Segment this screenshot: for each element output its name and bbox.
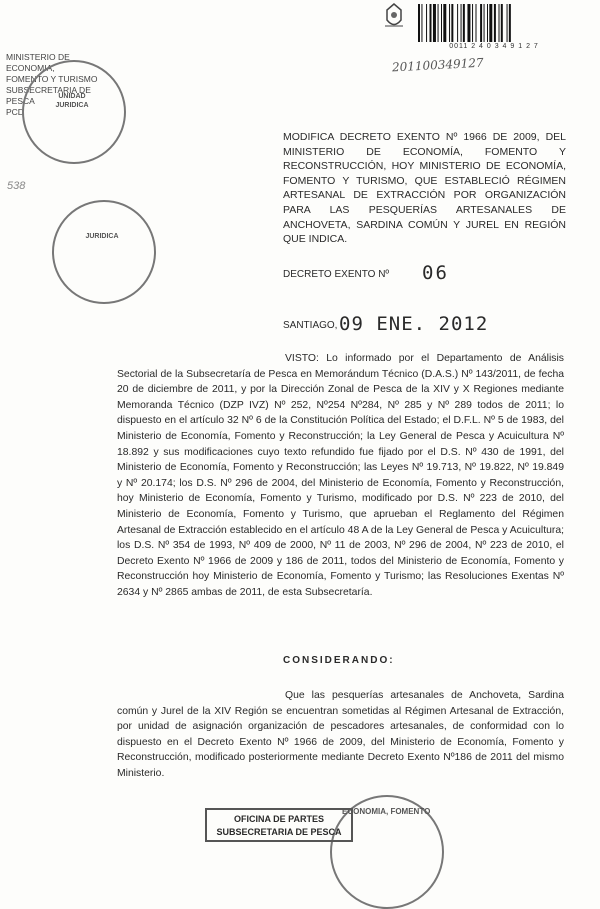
visto-paragraph: VISTO: Lo informado por el Departamento de Análisis Sectorial de la Subsecretaría de Pesca en Memorándum Técnico (D.A.S.) Nº 143/2011, de fecha 20 de diciembre de 2011, y por la Dirección Zonal de Pesca de la XIV y X Regiones mediante Memoranda Técnico (DZP IVZ) Nº 252, Nº254 Nº284, Nº 285 y Nº 289 todos de 2011; lo dispuesto en el artículo 32 Nº 6 de la Constitución Política del Estado; el D.F.L. Nº 5 de 1983, del Ministerio de Economía, Fomento y Reconstrucción; la Ley General de Pesca y Acuicultura Nº 18.892 y sus modificaciones cuyo texto refundido fue fijado por el D.S. Nº 430 de 1991, del Ministerio de Economía, Fomento y Reconstrucción; las Leyes Nº 19.713, Nº 19.822, Nº 19.849 y Nº 20.174; los D.S. Nº 296 de 2004, del Ministerio de Economía, Fomento y Reconstrucción, hoy Ministerio de Economía, Fomento y Turismo, modificado por D.S. Nº 223 de 2010, del Ministerio de Economía, Fomento y Turismo, que aprueban el Reglamento del Régimen Artesanal de Extracción establecido en el artículo 48 A de la Ley General de Pesca y Acuicultura; los D.S. Nº 354 de 1993, Nº 409 de 2000, Nº 11 de 2003, Nº 296 de 2004, Nº 223 de 2010, el Decreto Exento Nº 1966 de 2009 y 186 de 2011, todos del Ministerio de Economía, Fomento y Reconstrucción hoy Ministerio de Economía, Fomento y Turismo; las Resoluciones Exentas Nº 2634 y Nº 2865 ambas de 2011, de esta Subsecretaría.	[117, 353, 564, 598]
stamp-text: ECONOMIA, FOMENTO	[342, 807, 431, 816]
barcode-bar	[438, 4, 439, 42]
barcode-bar	[480, 4, 482, 42]
barcode-bar	[499, 4, 500, 42]
barcode-bar	[484, 4, 485, 42]
ministry-line: FOMENTO Y TURISMO	[6, 74, 98, 84]
barcode-bar	[449, 4, 450, 42]
barcode	[418, 4, 570, 42]
barcode-bar	[433, 4, 436, 42]
barcode-bar	[441, 4, 442, 42]
ministry-line: PCD	[6, 107, 24, 117]
considerando-paragraph: Que las pesquerías artesanales de Anchoveta, Sardina común y Jurel de la XIV Región se encuentran sometidas al Régimen Artesanal de Extracción, por unidad de asignación organización de pescadores artesanales, de conformidad con lo dispuesto en el Decreto Exento Nº 1966 de 2009, del Ministerio de Economía, Fomento y Reconstrucción, modificado posteriormente mediante Decreto Exento Nº186 de 2011 del mismo Ministerio.	[117, 690, 564, 779]
barcode-bar	[489, 4, 492, 42]
barcode-bar	[457, 4, 458, 42]
barcode-bar	[507, 4, 508, 42]
barcode-bar	[461, 4, 462, 42]
stamp-text: UNIDAD JURIDICA	[55, 93, 89, 109]
office-of-parts-stamp	[205, 808, 353, 842]
decree-title: MODIFICA DECRETO EXENTO Nº 1966 DE 2009, DEL MINISTERIO DE ECONOMÍA, FOMENTO Y RECONSTRUCCIÓN, HOY MINISTERIO DE ECONOMÍA, FOMENTO Y TURISMO, QUE ESTABLECIÓ RÉGIMEN ARTESANAL DE EXTRACCIÓN POR ORGANIZACIÓN PARA LAS PESQUERÍAS ARTESANALES DE ANCHOVETA, SARDINA COMÚN Y JUREL EN REGIÓN QUE INDICA.	[283, 131, 566, 246]
barcode-bar	[426, 4, 427, 42]
decree-label: DECRETO EXENTO Nº	[283, 269, 390, 280]
ministry-line: SUBSECRETARIA DE PESCA	[6, 85, 91, 106]
barcode-bar	[467, 4, 470, 42]
coat-of-arms-icon	[383, 2, 405, 32]
barcode-bar	[476, 4, 477, 42]
barcode-bar	[421, 4, 422, 42]
barcode-bar	[472, 4, 473, 42]
considerando-heading: CONSIDERANDO:	[283, 655, 395, 666]
legal-unit-stamp	[22, 60, 126, 164]
barcode-bar	[443, 4, 446, 42]
barcode-number: 0011 2 4 0 3 4 9 1 2 7	[449, 43, 539, 50]
ministry-line: MINISTERIO DE ECONOMIA,	[6, 52, 70, 73]
decree-date: 09 ENE. 2012	[339, 313, 489, 335]
barcode-bar	[509, 4, 511, 42]
stamp-line: SUBSECRETARIA DE PESCA	[216, 827, 342, 837]
handwritten-reference: 201100349127	[391, 55, 484, 75]
side-mark: 538	[7, 180, 26, 192]
barcode-bar	[487, 4, 488, 42]
barcode-bar	[451, 4, 453, 42]
barcode-bar	[418, 4, 420, 42]
decree-number: 06	[422, 262, 449, 284]
stamp-line: OFICINA DE PARTES	[233, 814, 324, 824]
barcode-bar	[430, 4, 432, 42]
barcode-bar	[494, 4, 496, 42]
barcode-bar	[501, 4, 503, 42]
stamp-text: JURIDICA	[85, 233, 119, 240]
legal-stamp	[52, 200, 156, 304]
place: SANTIAGO,	[283, 320, 338, 331]
barcode-bar	[463, 4, 465, 42]
